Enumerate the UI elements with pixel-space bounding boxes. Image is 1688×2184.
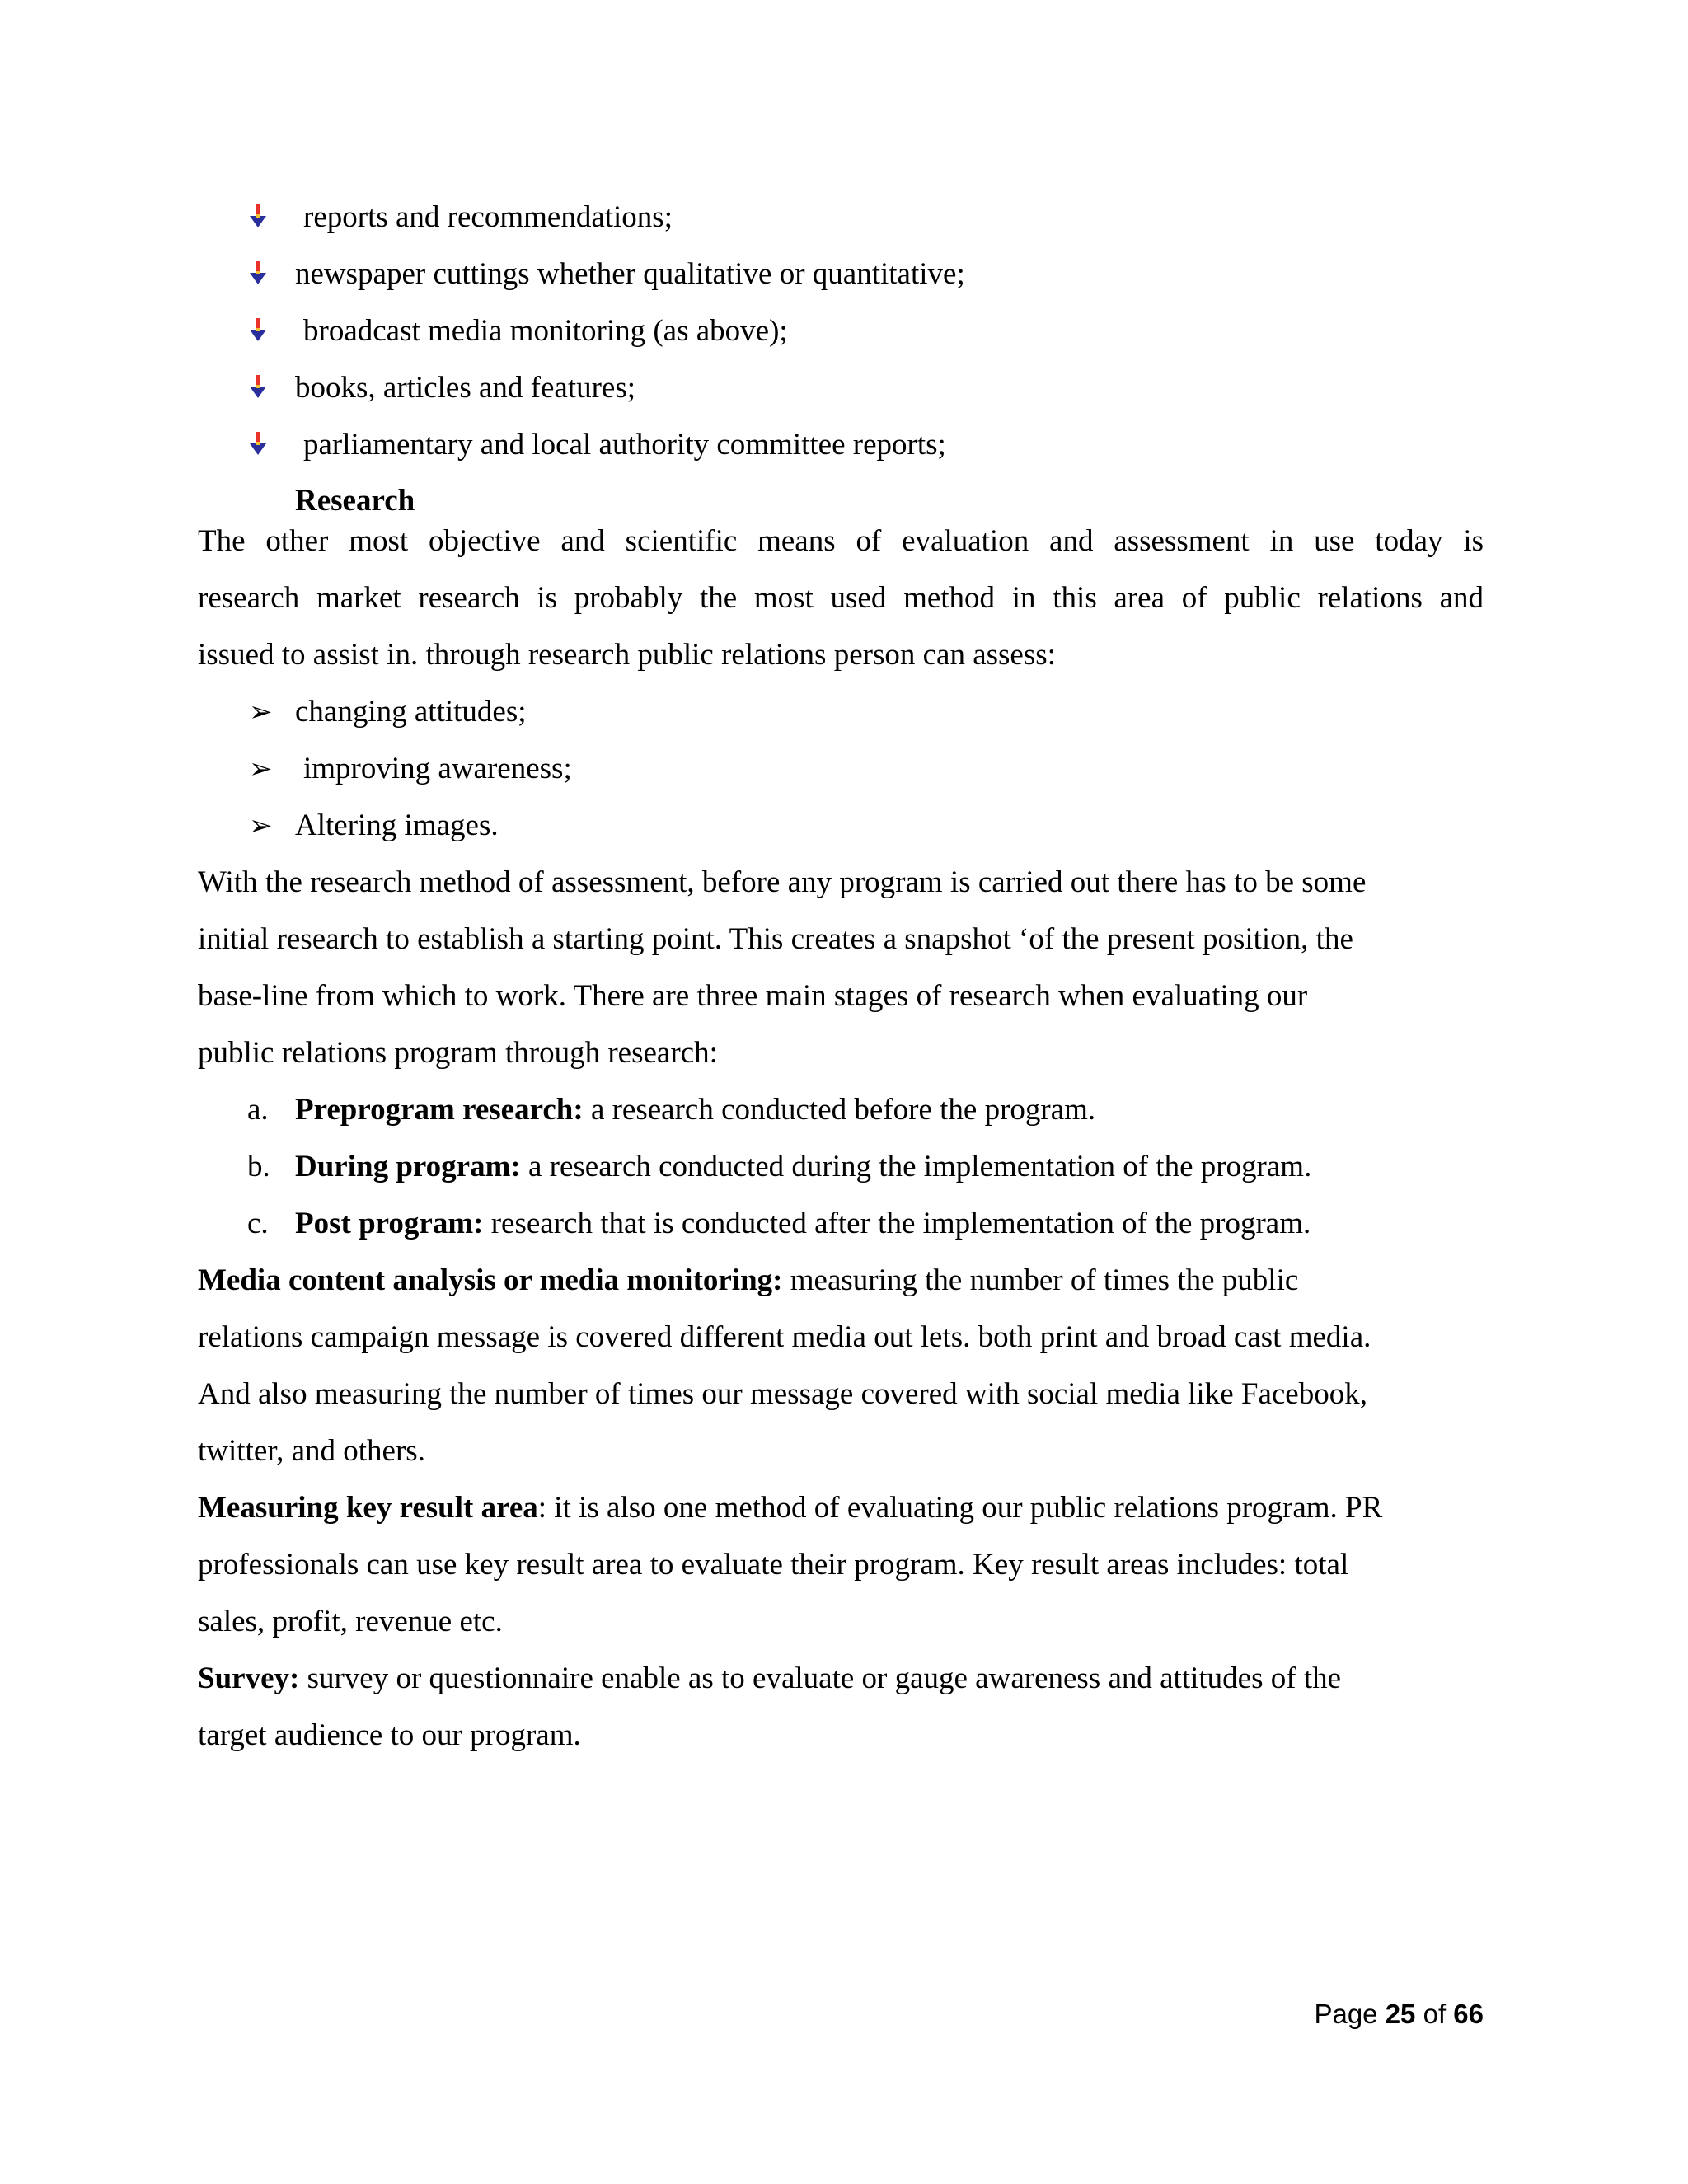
paragraph-line: issued to assist in. through research public relations person can assess:	[198, 638, 1056, 672]
section-term: Media content analysis or media monitoring:	[198, 1263, 783, 1297]
chevron-bullet-icon: ➢	[249, 809, 273, 842]
stage-item	[295, 1149, 1311, 1185]
paragraph-line: target audience to our program.	[198, 1718, 581, 1752]
chevron-bullet-item: changing attitudes;	[295, 695, 527, 729]
stage-item	[295, 1206, 1311, 1242]
total-pages-number: 66	[1453, 1999, 1484, 2029]
stage-description: research that is conducted after the implementation of the program.	[483, 1207, 1311, 1240]
down-arrow-bullet-icon	[247, 430, 269, 458]
paragraph-line: relations campaign message is covered different media out lets. both print and broad cast media.	[198, 1320, 1372, 1354]
page-word: Page	[1314, 1999, 1386, 2029]
of-word: of	[1415, 1999, 1454, 2029]
paragraph-line: professionals can use key result area to evaluate their program. Key result areas includes: total	[198, 1548, 1349, 1582]
down-arrow-bullet-icon	[247, 316, 269, 344]
section-text: : it is also one method of evaluating our public relations program. PR	[537, 1491, 1383, 1525]
paragraph-line: public relations program through research:	[198, 1036, 718, 1070]
section-first-line	[198, 1490, 1484, 1526]
stage-term: Post program:	[295, 1207, 484, 1240]
arrow-bullet-item: reports and recommendations;	[303, 200, 673, 234]
current-page-number: 25	[1385, 1999, 1416, 2029]
stage-term: During program:	[295, 1150, 521, 1183]
stage-marker: c.	[247, 1207, 269, 1240]
section-term: Measuring key result area	[198, 1491, 538, 1525]
chevron-bullet-icon: ➢	[249, 696, 273, 729]
stage-marker: b.	[247, 1150, 270, 1183]
paragraph-line: research market research is probably the most used method in this area of public relations and	[198, 581, 1484, 615]
chevron-bullet-item: improving awareness;	[303, 752, 572, 785]
stage-term: Preprogram research:	[295, 1093, 584, 1127]
section-text: measuring the number of times the public	[782, 1263, 1299, 1297]
arrow-bullet-item: newspaper cuttings whether qualitative or quantitative;	[295, 257, 965, 291]
stage-item	[295, 1092, 1095, 1128]
paragraph-line: sales, profit, revenue etc.	[198, 1605, 503, 1638]
section-text: survey or questionnaire enable as to evaluate or gauge awareness and attitudes of the	[299, 1661, 1342, 1695]
down-arrow-bullet-icon	[247, 373, 269, 401]
stage-description: a research conducted before the program.	[583, 1093, 1096, 1127]
paragraph-line: With the research method of assessment, before any program is carried out there has to be some	[198, 865, 1367, 899]
paragraph-line: twitter, and others.	[198, 1434, 425, 1468]
arrow-bullet-item: parliamentary and local authority committee reports;	[303, 428, 946, 462]
arrow-bullet-item: books, articles and features;	[295, 371, 636, 405]
stage-marker: a.	[247, 1093, 269, 1127]
paragraph-line: And also measuring the number of times our message covered with social media like Facebook,	[198, 1377, 1367, 1411]
page-number-footer	[1314, 1998, 1484, 2031]
chevron-bullet-item: Altering images.	[295, 808, 499, 842]
section-first-line	[198, 1263, 1484, 1299]
paragraph-line: The other most objective and scientific means of evaluation and assessment in use today is	[198, 524, 1484, 558]
stage-description: a research conducted during the implementation of the program.	[520, 1150, 1312, 1183]
research-heading: Research	[295, 484, 415, 518]
arrow-bullet-item: broadcast media monitoring (as above);	[303, 314, 788, 348]
paragraph-line: initial research to establish a starting point. This creates a snapshot ‘of the present position, the	[198, 922, 1353, 956]
paragraph-line: base-line from which to work. There are three main stages of research when evaluating our	[198, 979, 1308, 1013]
chevron-bullet-icon: ➢	[249, 752, 273, 785]
section-term: Survey:	[198, 1661, 300, 1695]
down-arrow-bullet-icon	[247, 260, 269, 288]
section-first-line	[198, 1661, 1484, 1697]
down-arrow-bullet-icon	[247, 203, 269, 231]
